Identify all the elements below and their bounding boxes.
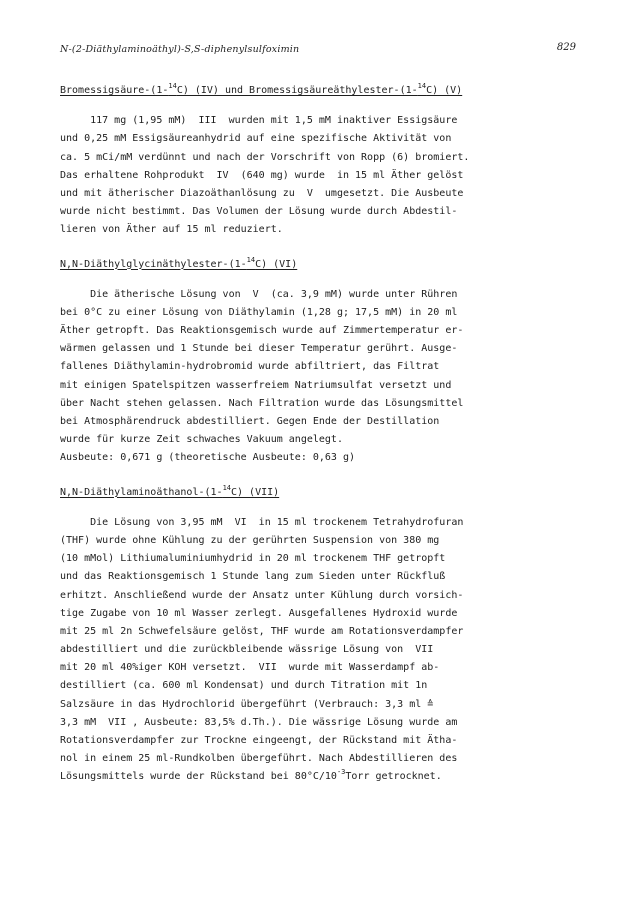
- paragraph-line: über Nacht stehen gelassen. Nach Filtration wurde das Lösungsmittel: [60, 397, 464, 409]
- paragraph-line: und 0,25 mM Essigsäureanhydrid auf eine spezifische Aktivität von: [60, 133, 452, 145]
- paragraph-line: mit 25 ml 2n Schwefelsäure gelöst, THF wurde am Rotationsverdampfer: [60, 625, 464, 637]
- paragraph-line: und mit ätherischer Diazoäthanlösung zu V umgesetzt. Die Ausbeute: [60, 187, 464, 199]
- paragraph-line: wurde für kurze Zeit schwaches Vakuum angelegt.: [60, 434, 343, 446]
- running-title: N-(2-Diäthylaminoäthyl)-S,S-diphenylsulfoximin: [60, 44, 300, 55]
- paragraph-line: destilliert (ca. 600 ml Kondensat) und durch Titration mit 1n: [60, 680, 428, 692]
- paragraph-line: erhitzt. Anschließend wurde der Ansatz unter Kühlung durch vorsich-: [60, 589, 464, 601]
- paragraph-line: abdestilliert und die zurückbleibende wässrige Lösung von VII: [60, 644, 434, 656]
- document-body: [60, 82, 570, 787]
- paragraph-line: 117 mg (1,95 mM) III wurden mit 1,5 mM inaktiver Essigsäure: [60, 115, 458, 127]
- paragraph-line: Rotationsverdampfer zur Trockne eingeengt, der Rückstand mit Ätha-: [60, 735, 458, 746]
- paragraph-line: und das Reaktionsgemisch 1 Stunde lang zum Sieden unter Rückfluß: [60, 571, 446, 583]
- paragraph-line: mit einigen Spatelspitzen wasserfreiem Natriumsulfat versetzt und: [60, 379, 452, 391]
- paragraph-line: Äther getropft. Das Reaktionsgemisch wurde auf Zimmertemperatur er-: [60, 325, 464, 337]
- paragraph-line: fallenes Diäthylamin-hydrobromid wurde abfiltriert, das Filtrat: [60, 361, 440, 373]
- paragraph-line: (10 mMol) Lithiumaluminiumhydrid in 20 ml trockenem THF getropft: [60, 553, 446, 565]
- paragraph-line: ca. 5 mCi/mM verdünnt und nach der Vorschrift von Ropp (6) bromiert.: [60, 151, 470, 163]
- page-number: 829: [556, 42, 576, 53]
- paragraph-line: Die ätherische Lösung von V (ca. 3,9 mM) wurde unter Rühren: [60, 288, 458, 300]
- paragraph-line: tige Zugabe von 10 ml Wasser zerlegt. Ausgefallenes Hydroxid wurde: [60, 607, 458, 619]
- paragraph-line: bei 0°C zu einer Lösung von Diäthylamin (1,28 g; 17,5 mM) in 20 ml: [60, 306, 458, 318]
- paragraph-line-last: Lösungsmittels wurde der Rückstand bei $80^\circ C/10^{-3}Torr$ getrocknet.: [60, 768, 442, 783]
- paragraph-line: Das erhaltene Rohprodukt IV (640 mg) wurde in 15 ml Äther gelöst: [60, 169, 464, 181]
- paragraph-line: (THF) wurde ohne Kühlung zu der gerührten Suspension von 380 mg: [60, 534, 440, 546]
- paragraph-line: lieren von Äther auf 15 ml reduziert.: [60, 224, 283, 236]
- paragraph-line: 3,3 mM VII , Ausbeute: 83,5% d.Th.). Die wässrige Lösung wurde am: [60, 716, 458, 728]
- section-heading-diaethylglycinaethylester: N,N-Diäthylglycinäthylester-(1-$^{14}$C) (VI): [60, 255, 298, 270]
- paragraph-line: mit 20 ml 40%iger KOH versetzt. VII wurde mit Wasserdampf ab-: [60, 662, 440, 674]
- paragraph-line: wurde nicht bestimmt. Das Volumen der Lösung wurde durch Abdestil-: [60, 206, 458, 218]
- yield-line: Ausbeute: 0,671 g (theoretische Ausbeute: 0,63 g): [60, 452, 356, 464]
- paragraph-line: bei Atmosphärendruck abdestilliert. Gegen Ende der Destillation: [60, 416, 440, 427]
- section-heading-bromessigsaeure: Bromessigsäure-(1-$^{14}$C) (IV) und Bromessigsäureäthylester-(1-$^{14}$C) (V): [60, 82, 463, 96]
- paragraph-line: wärmen gelassen und 1 Stunde bei dieser Temperatur gerührt. Ausge-: [60, 343, 458, 355]
- paragraph-line: Salzsäure in das Hydrochlorid übergeführt (Verbrauch: 3,3 ml ≙: [60, 698, 434, 710]
- section-heading-diaethylaminoaethanol: N,N-Diäthylaminoäthanol-(1-$^{14}$C) (VII): [60, 483, 280, 498]
- paragraph-line: Die Lösung von 3,95 mM VI in 15 ml trockenem Tetrahydrofuran: [60, 516, 464, 528]
- paragraph-line: nol in einem 25 ml-Rundkolben übergeführt. Nach Abdestillieren des: [60, 753, 458, 765]
